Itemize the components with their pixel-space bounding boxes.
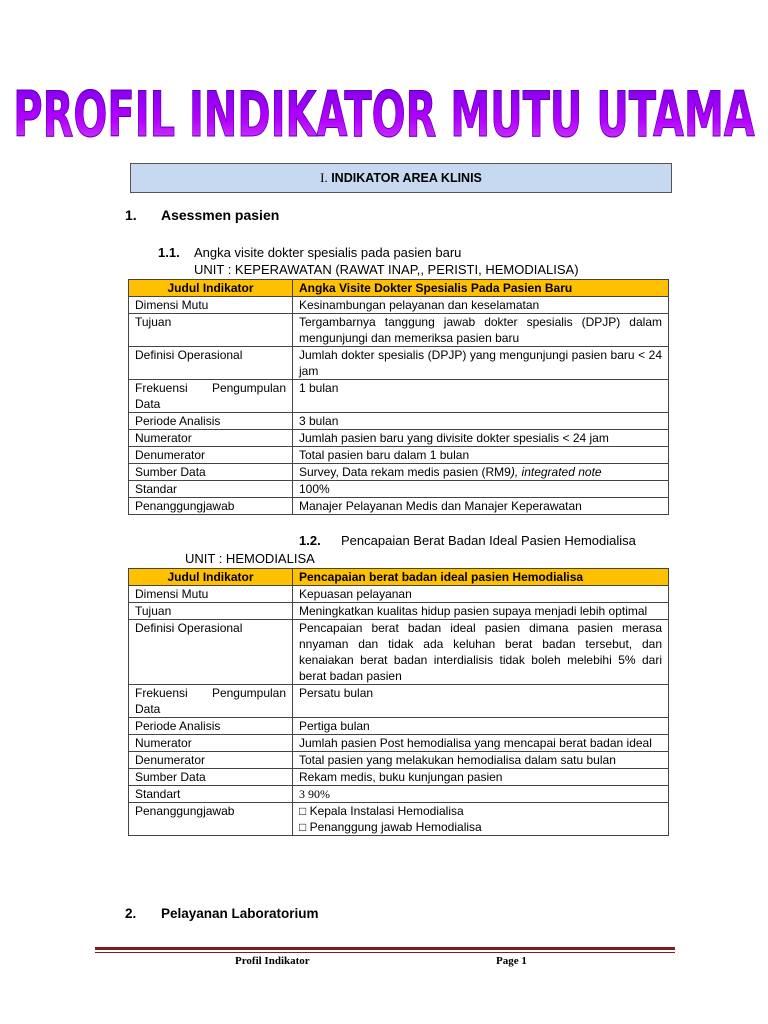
row-label: Dimensi Mutu — [129, 297, 293, 314]
indicator-table-1 — [128, 279, 669, 515]
table-row — [129, 481, 669, 498]
responsible-item: □ Kepala Instalasi Hemodialisa — [299, 804, 464, 818]
row-label: Frekuensi Pengumpulan Data — [129, 685, 293, 718]
footer-title: Profil Indikator — [235, 955, 310, 967]
section-2-title: Pelayanan Laboratorium — [161, 906, 319, 921]
row-value: Jumlah dokter spesialis (DPJP) yang mengunjungi pasien baru < 24 jam — [293, 347, 669, 380]
row-value: Kesinambungan pelayanan dan keselamatan — [293, 297, 669, 314]
footer-divider-thin — [95, 952, 675, 953]
row-label: Dimensi Mutu — [129, 586, 293, 603]
row-value-main: Survey, Data rekam medis pasien (RM9 — [299, 465, 511, 479]
row-label: Denumerator — [129, 447, 293, 464]
row-label: Sumber Data — [129, 769, 293, 786]
row-label: Definisi Operasional — [129, 347, 293, 380]
page-title: PROFIL INDIKATOR MUTU UTAMA — [13, 80, 755, 152]
row-value: Total pasien yang melakukan hemodialisa dalam satu bulan — [293, 752, 669, 769]
table-row — [129, 380, 669, 413]
row-value — [293, 803, 669, 836]
table-row — [129, 803, 669, 836]
row-value: Total pasien baru dalam 1 bulan — [293, 447, 669, 464]
area-header — [130, 163, 672, 193]
indicator-table-2 — [128, 568, 669, 836]
section-1-title: Asessmen pasien — [161, 207, 280, 223]
sub-1-1-number: 1.1. — [158, 245, 180, 260]
row-label: Periode Analisis — [129, 413, 293, 430]
table-row — [129, 413, 669, 430]
table-row — [129, 314, 669, 347]
row-value: Meningkatkan kualitas hidup pasien supaya menjadi lebih optimal — [293, 603, 669, 620]
row-label: Sumber Data — [129, 464, 293, 481]
table-row — [129, 347, 669, 380]
table-row — [129, 718, 669, 735]
row-value: Persatu bulan — [293, 685, 669, 718]
section-1-number: 1. — [125, 207, 137, 223]
row-value-italic: ), integrated note — [510, 465, 602, 479]
table-row — [129, 447, 669, 464]
table-row — [129, 569, 669, 586]
row-value: Pertiga bulan — [293, 718, 669, 735]
row-label: Periode Analisis — [129, 718, 293, 735]
sub-1-2-unit: UNIT : HEMODIALISA — [185, 551, 315, 566]
table-row — [129, 464, 669, 481]
table-row — [129, 620, 669, 685]
row-label: Definisi Operasional — [129, 620, 293, 685]
row-value: Pencapaian berat badan ideal pasien dimana pasien merasa nnyaman dan tidak ada keluhan berat badan tersebut, dan kenaiakan berat badan interdialisis tidak boleh melebihi 5% dari berat badan pasien — [293, 620, 669, 685]
row-label: Standart — [129, 786, 293, 803]
row-label: Denumerator — [129, 752, 293, 769]
sub-1-1-heading — [158, 245, 461, 260]
row-value: Manajer Pelayanan Medis dan Manajer Keperawatan — [293, 498, 669, 515]
row-label: Numerator — [129, 735, 293, 752]
row-value: Angka Visite Dokter Spesialis Pada Pasien Baru — [293, 280, 669, 297]
table-row — [129, 685, 669, 718]
title-wrap — [0, 80, 768, 152]
page-number: Page 1 — [496, 955, 527, 967]
row-label: Numerator — [129, 430, 293, 447]
row-value: Jumlah pasien baru yang divisite dokter spesialis < 24 jam — [293, 430, 669, 447]
row-value: 3 90% — [293, 786, 669, 803]
row-value: 3 bulan — [293, 413, 669, 430]
table-row — [129, 769, 669, 786]
table-row — [129, 603, 669, 620]
section-1-heading — [125, 207, 279, 223]
section-2-heading — [125, 906, 319, 921]
row-value: Jumlah pasien Post hemodialisa yang mencapai berat badan ideal — [293, 735, 669, 752]
row-label: Judul Indikator — [129, 569, 293, 586]
row-value: 1 bulan — [293, 380, 669, 413]
sub-1-1-unit: UNIT : KEPERAWATAN (RAWAT INAP,, PERISTI, HEMODIALISA) — [194, 262, 579, 277]
section-2-number: 2. — [125, 906, 137, 921]
table-row — [129, 297, 669, 314]
row-label: Judul Indikator — [129, 280, 293, 297]
responsible-item: □ Penanggung jawab Hemodialisa — [299, 820, 482, 834]
table-row — [129, 498, 669, 515]
table-row — [129, 786, 669, 803]
area-title: INDIKATOR AREA KLINIS — [331, 171, 482, 185]
table-row — [129, 586, 669, 603]
row-label: Frekuensi Pengumpulan Data — [129, 380, 293, 413]
row-value: 100% — [293, 481, 669, 498]
row-value: Kepuasan pelayanan — [293, 586, 669, 603]
sub-1-2-title: Pencapaian Berat Badan Ideal Pasien Hemodialisa — [341, 533, 636, 548]
row-label: Tujuan — [129, 314, 293, 347]
row-label: Tujuan — [129, 603, 293, 620]
row-value: Tergambarnya tanggung jawab dokter spesialis (DPJP) dalam mengunjungi dan memeriksa pasien baru — [293, 314, 669, 347]
row-label: Standar — [129, 481, 293, 498]
row-value — [293, 464, 669, 481]
row-label: Penanggungjawab — [129, 803, 293, 836]
row-label: Penanggungjawab — [129, 498, 293, 515]
sub-1-2-number: 1.2. — [299, 533, 321, 548]
row-value: Rekam medis, buku kunjungan pasien — [293, 769, 669, 786]
sub-1-2-heading — [299, 533, 636, 548]
table-row — [129, 430, 669, 447]
table-row — [129, 752, 669, 769]
row-value: Pencapaian berat badan ideal pasien Hemodialisa — [293, 569, 669, 586]
area-roman: I. — [320, 170, 328, 185]
sub-1-1-title: Angka visite dokter spesialis pada pasien baru — [194, 245, 462, 260]
table-row — [129, 735, 669, 752]
table-row — [129, 280, 669, 297]
footer-divider — [95, 947, 675, 950]
